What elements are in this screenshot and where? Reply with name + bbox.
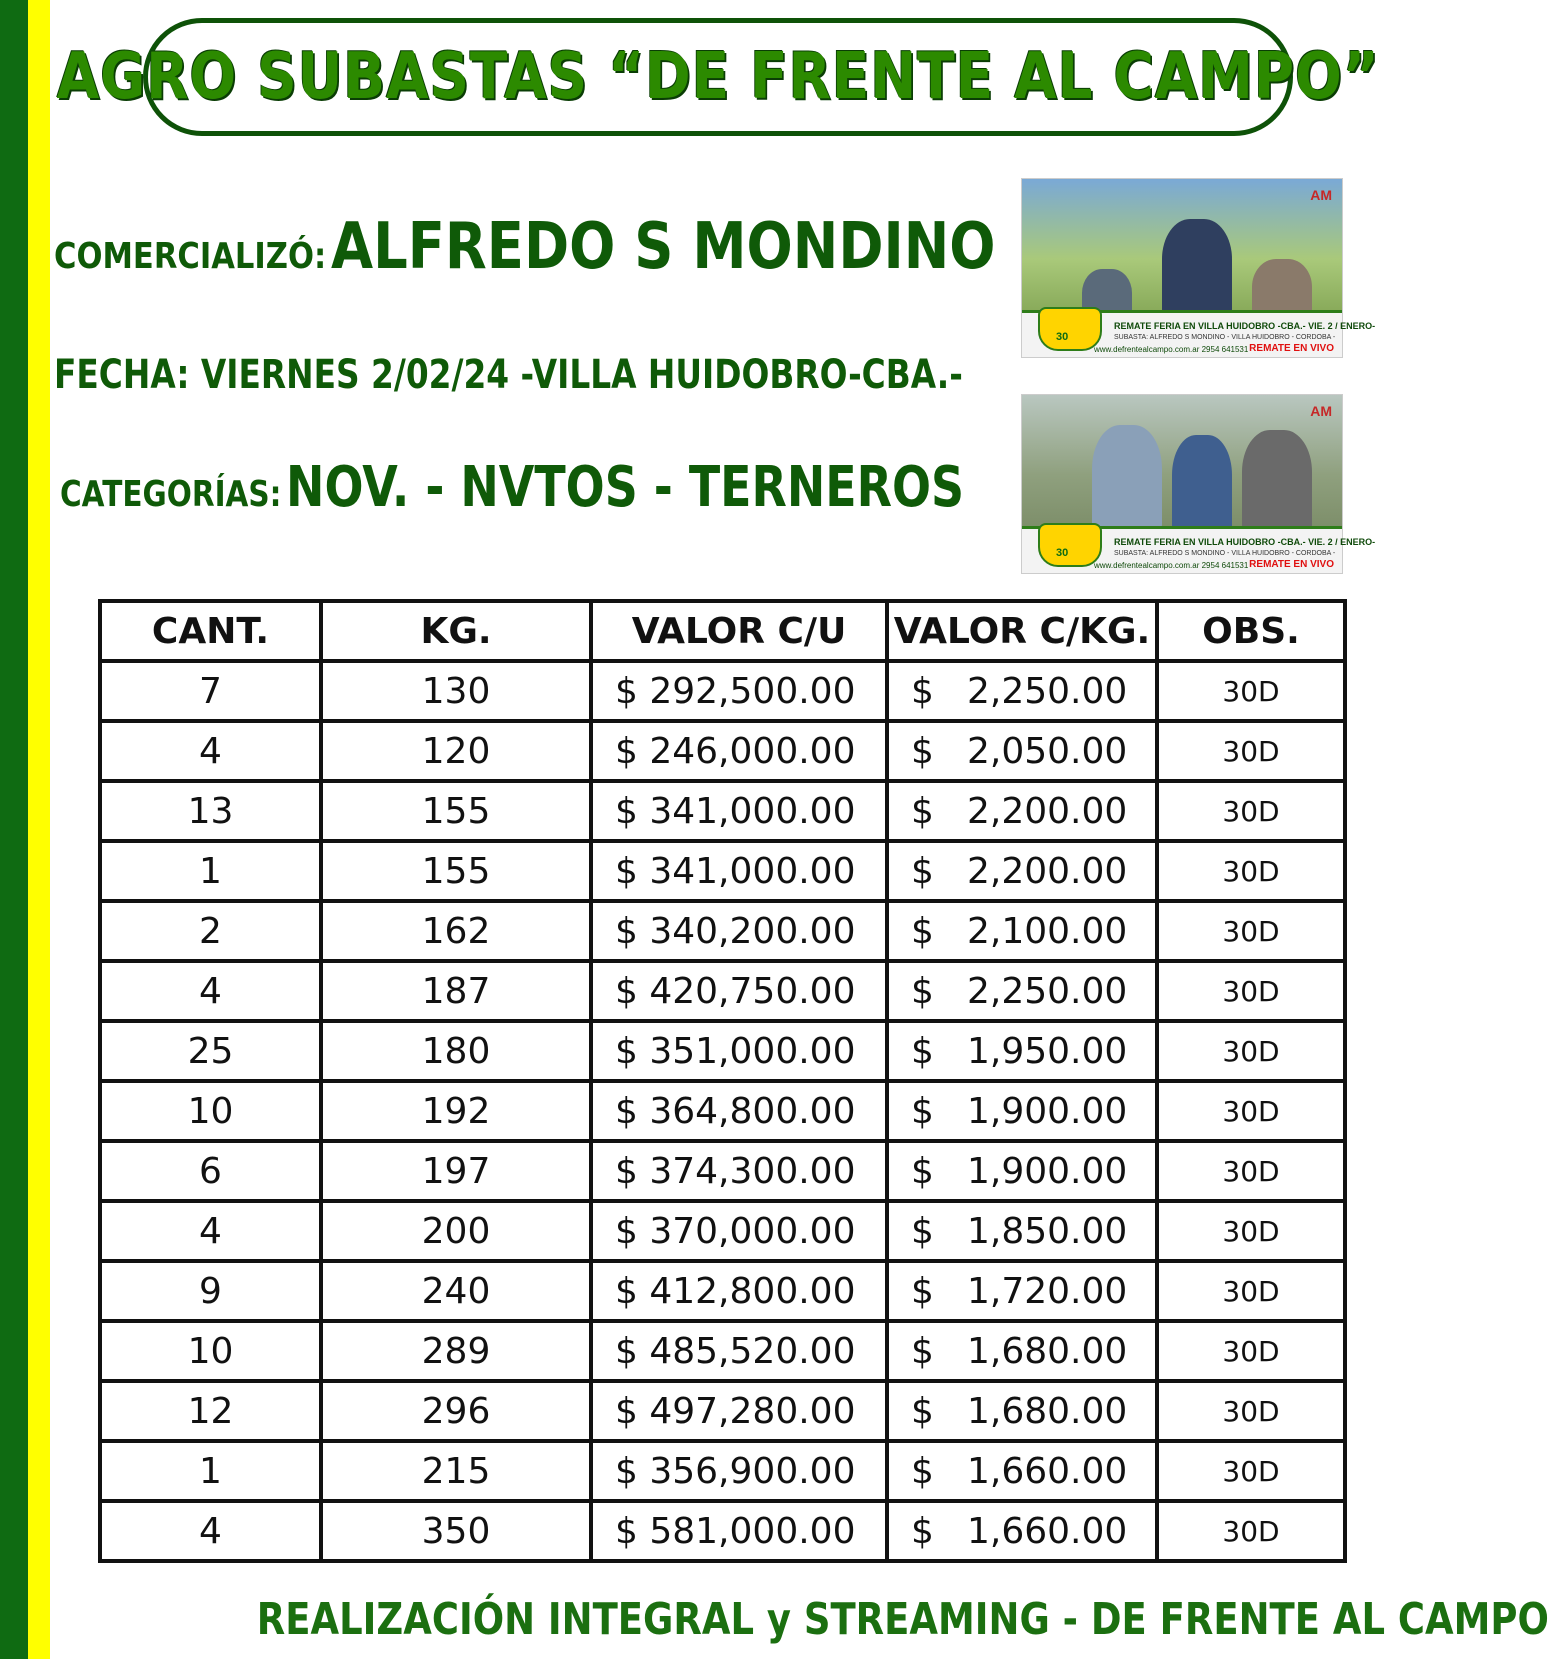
cell-obs: 30D <box>1157 961 1345 1021</box>
valor-kg-amount: 2,250.00 <box>967 670 1128 712</box>
cell-kg: 187 <box>321 961 591 1021</box>
cell-valor-cu: $ 420,750.00 <box>591 961 887 1021</box>
cell-obs: 30D <box>1157 721 1345 781</box>
cell-cant: 1 <box>100 841 321 901</box>
left-green-stripe <box>0 0 28 1659</box>
cell-cant: 25 <box>100 1021 321 1081</box>
cell-valor-kg <box>887 721 1157 781</box>
valor-kg-amount: 2,200.00 <box>967 790 1128 832</box>
cell-valor-cu: $ 412,800.00 <box>591 1261 887 1321</box>
cell-valor-cu: $ 370,000.00 <box>591 1201 887 1261</box>
crowd-figure <box>1172 435 1232 535</box>
table-row <box>100 661 1345 721</box>
valor-kg-amount: 2,250.00 <box>967 970 1128 1012</box>
photo-caption-sub: SUBASTA: ALFREDO S MONDINO - VILLA HUIDOBRO - CORDOBA - <box>1114 550 1336 557</box>
cell-kg: 350 <box>321 1501 591 1561</box>
cell-obs: 30D <box>1157 1081 1345 1141</box>
currency-symbol: $ <box>911 1270 934 1312</box>
currency-symbol: $ <box>911 1450 934 1492</box>
cell-valor-kg <box>887 661 1157 721</box>
badge-number: 30 <box>1056 331 1069 343</box>
cell-kg: 120 <box>321 721 591 781</box>
cell-valor-kg <box>887 1501 1157 1561</box>
table-row <box>100 1381 1345 1441</box>
cell-cant: 9 <box>100 1261 321 1321</box>
cell-valor-kg <box>887 841 1157 901</box>
currency-symbol: $ <box>911 970 934 1012</box>
auction-photo-1 <box>1021 178 1376 358</box>
table-row <box>100 1081 1345 1141</box>
cell-valor-kg <box>887 901 1157 961</box>
cell-kg: 162 <box>321 901 591 961</box>
table-row <box>100 1321 1345 1381</box>
currency-symbol: $ <box>911 1090 934 1132</box>
cell-kg: 289 <box>321 1321 591 1381</box>
cell-kg: 215 <box>321 1441 591 1501</box>
cell-valor-kg <box>887 1201 1157 1261</box>
comercializo-value: ALFREDO S MONDINO <box>330 210 996 284</box>
cell-valor-kg <box>887 781 1157 841</box>
cell-cant: 10 <box>100 1081 321 1141</box>
valor-kg-amount: 1,660.00 <box>967 1450 1128 1492</box>
cell-valor-cu: $ 340,200.00 <box>591 901 887 961</box>
currency-symbol: $ <box>911 1150 934 1192</box>
auctioneer-figure <box>1162 219 1232 319</box>
cell-valor-cu: $ 497,280.00 <box>591 1381 887 1441</box>
crowd-figure <box>1242 430 1312 535</box>
comercializo-row <box>54 210 995 284</box>
cell-obs: 30D <box>1157 1201 1345 1261</box>
event-badge-icon <box>1038 523 1102 567</box>
cell-valor-cu: $ 364,800.00 <box>591 1081 887 1141</box>
footer-credit: REALIZACIÓN INTEGRAL y STREAMING - DE FRENTE AL CAMPO <box>256 1594 1549 1645</box>
cell-valor-cu: $ 341,000.00 <box>591 781 887 841</box>
cell-obs: 30D <box>1157 841 1345 901</box>
valor-kg-amount: 2,100.00 <box>967 910 1128 952</box>
valor-kg-amount: 1,680.00 <box>967 1390 1128 1432</box>
header-kg: KG. <box>321 601 591 661</box>
table-header-row <box>100 601 1345 661</box>
auction-photo-2 <box>1021 394 1376 574</box>
cell-valor-cu: $ 351,000.00 <box>591 1021 887 1081</box>
table-row <box>100 1441 1345 1501</box>
cell-valor-cu: $ 341,000.00 <box>591 841 887 901</box>
cell-valor-kg <box>887 1321 1157 1381</box>
badge-number: 30 <box>1056 547 1069 559</box>
currency-symbol: $ <box>911 1330 934 1372</box>
cell-obs: 30D <box>1157 1141 1345 1201</box>
valor-kg-amount: 1,720.00 <box>967 1270 1128 1312</box>
table-row <box>100 841 1345 901</box>
crowd-figure <box>1092 425 1162 535</box>
valor-kg-amount: 1,850.00 <box>967 1210 1128 1252</box>
cell-obs: 30D <box>1157 1021 1345 1081</box>
cell-cant: 6 <box>100 1141 321 1201</box>
currency-symbol: $ <box>911 790 934 832</box>
currency-symbol: $ <box>911 850 934 892</box>
cell-kg: 200 <box>321 1201 591 1261</box>
cell-kg: 197 <box>321 1141 591 1201</box>
cell-obs: 30D <box>1157 1441 1345 1501</box>
valor-kg-amount: 1,660.00 <box>967 1510 1128 1552</box>
cell-kg: 240 <box>321 1261 591 1321</box>
currency-symbol: $ <box>911 1390 934 1432</box>
table-row <box>100 1501 1345 1561</box>
live-label: REMATE EN VIVO <box>1249 559 1334 570</box>
title-banner <box>56 18 1380 136</box>
photo-caption: REMATE FERIA EN VILLA HUIDOBRO -CBA.- VIE. 2 / ENERO- <box>1114 537 1376 547</box>
page-title: AGRO SUBASTAS “DE FRENTE AL CAMPO” <box>56 40 1380 114</box>
cell-valor-kg <box>887 1141 1157 1201</box>
cell-valor-cu: $ 246,000.00 <box>591 721 887 781</box>
header-obs: OBS. <box>1157 601 1345 661</box>
cell-cant: 2 <box>100 901 321 961</box>
categorias-label: CATEGORÍAS: <box>60 474 282 515</box>
cell-cant: 4 <box>100 961 321 1021</box>
photo-caption: REMATE FERIA EN VILLA HUIDOBRO -CBA.- VIE. 2 / ENERO- <box>1114 321 1376 331</box>
cell-cant: 4 <box>100 721 321 781</box>
header-cant: CANT. <box>100 601 321 661</box>
cell-cant: 4 <box>100 1501 321 1561</box>
cell-kg: 192 <box>321 1081 591 1141</box>
cell-cant: 12 <box>100 1381 321 1441</box>
header-valor-cu: VALOR C/U <box>591 601 887 661</box>
cell-valor-kg <box>887 1081 1157 1141</box>
cell-valor-cu: $ 356,900.00 <box>591 1441 887 1501</box>
live-label: REMATE EN VIVO <box>1249 343 1334 354</box>
valor-kg-amount: 1,900.00 <box>967 1150 1128 1192</box>
sales-table <box>98 599 1347 1563</box>
cell-cant: 1 <box>100 1441 321 1501</box>
cell-valor-cu: $ 374,300.00 <box>591 1141 887 1201</box>
cell-obs: 30D <box>1157 781 1345 841</box>
cell-cant: 7 <box>100 661 321 721</box>
photo-url: www.defrentealcampo.com.ar 2954 641531 <box>1094 345 1249 354</box>
cell-obs: 30D <box>1157 1381 1345 1441</box>
cell-obs: 30D <box>1157 901 1345 961</box>
event-badge-icon <box>1038 307 1102 351</box>
table-row <box>100 1021 1345 1081</box>
table-body <box>100 661 1345 1561</box>
cell-valor-cu: $ 581,000.00 <box>591 1501 887 1561</box>
cell-cant: 13 <box>100 781 321 841</box>
left-yellow-stripe <box>28 0 50 1659</box>
table-row <box>100 901 1345 961</box>
table-row <box>100 1201 1345 1261</box>
cell-valor-kg <box>887 1021 1157 1081</box>
table-row <box>100 1141 1345 1201</box>
valor-kg-amount: 1,680.00 <box>967 1330 1128 1372</box>
cell-obs: 30D <box>1157 1261 1345 1321</box>
comercializo-label: COMERCIALIZÓ: <box>54 236 327 277</box>
photo-url: www.defrentealcampo.com.ar 2954 641531 <box>1094 561 1249 570</box>
table-row <box>100 781 1345 841</box>
mondino-logo-icon: AM <box>1310 403 1332 419</box>
cell-kg: 296 <box>321 1381 591 1441</box>
cell-obs: 30D <box>1157 661 1345 721</box>
mondino-logo-icon: AM <box>1310 187 1332 203</box>
valor-kg-amount: 1,950.00 <box>967 1030 1128 1072</box>
cell-obs: 30D <box>1157 1501 1345 1561</box>
categorias-value: NOV. - NVTOS - TERNEROS <box>286 455 965 520</box>
currency-symbol: $ <box>911 730 934 772</box>
valor-kg-amount: 2,050.00 <box>967 730 1128 772</box>
cell-valor-cu: $ 485,520.00 <box>591 1321 887 1381</box>
table-row <box>100 721 1345 781</box>
valor-kg-amount: 2,200.00 <box>967 850 1128 892</box>
cell-valor-kg <box>887 1261 1157 1321</box>
fecha-row: FECHA: VIERNES 2/02/24 -VILLA HUIDOBRO-CBA.- <box>54 352 963 398</box>
currency-symbol: $ <box>911 910 934 952</box>
cell-kg: 180 <box>321 1021 591 1081</box>
currency-symbol: $ <box>911 670 934 712</box>
cell-kg: 130 <box>321 661 591 721</box>
cell-valor-kg <box>887 1441 1157 1501</box>
cell-kg: 155 <box>321 841 591 901</box>
photo-caption-sub: SUBASTA: ALFREDO S MONDINO - VILLA HUIDOBRO - CORDOBA - <box>1114 334 1336 341</box>
table-row <box>100 1261 1345 1321</box>
cell-cant: 10 <box>100 1321 321 1381</box>
currency-symbol: $ <box>911 1030 934 1072</box>
table-row <box>100 961 1345 1021</box>
cell-valor-kg <box>887 961 1157 1021</box>
valor-kg-amount: 1,900.00 <box>967 1090 1128 1132</box>
cell-obs: 30D <box>1157 1321 1345 1381</box>
cell-valor-kg <box>887 1381 1157 1441</box>
cell-kg: 155 <box>321 781 591 841</box>
header-valor-kg: VALOR C/KG. <box>887 601 1157 661</box>
cell-cant: 4 <box>100 1201 321 1261</box>
categorias-row <box>60 455 964 520</box>
cell-valor-cu: $ 292,500.00 <box>591 661 887 721</box>
currency-symbol: $ <box>911 1210 934 1252</box>
currency-symbol: $ <box>911 1510 934 1552</box>
